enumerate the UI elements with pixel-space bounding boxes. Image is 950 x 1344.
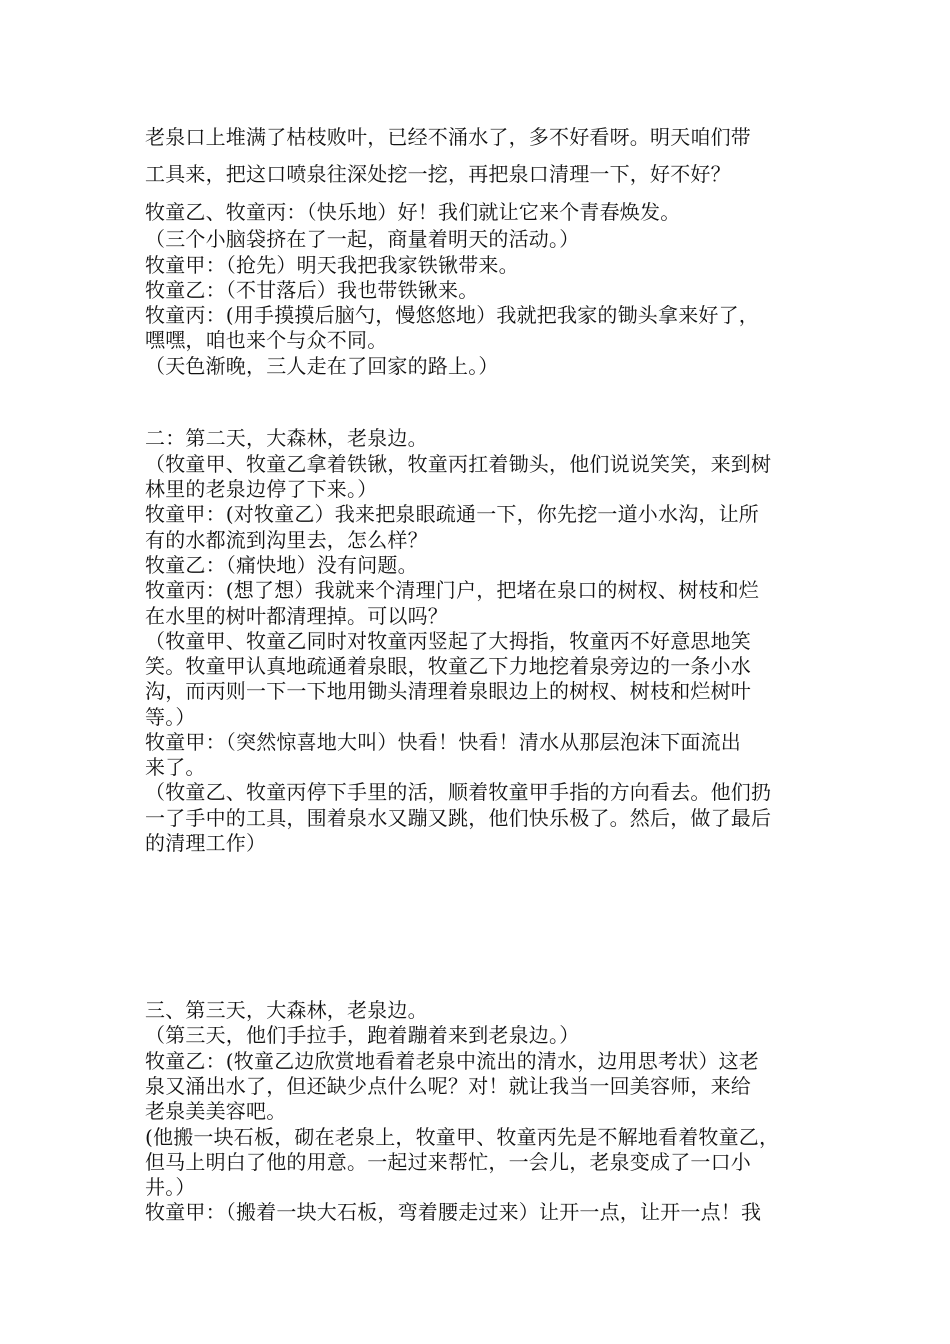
text-line: 牧童甲：（抢先）明天我把我家铁锹带来。	[145, 253, 519, 277]
text-line: 牧童甲：（搬着一块大石板，弯着腰走过来）让开一点，让开一点！我	[145, 1200, 762, 1224]
text-line: （第三天，他们手拉手，跑着蹦着来到老泉边。）	[145, 1023, 580, 1047]
text-line: 林里的老泉边停了下来。）	[145, 477, 378, 501]
text-line: 等。）	[145, 705, 196, 729]
text-line: （牧童乙、牧童丙停下手里的活，顺着牧童甲手指的方向看去。他们扔	[145, 780, 772, 804]
text-line: 牧童乙：（不甘落后）我也带铁锹来。	[145, 278, 479, 302]
text-line: 老泉口上堆满了枯枝败叶，已经不涌水了，多不好看呀。明天咱们带	[145, 125, 751, 149]
text-line: 泉又涌出水了，但还缺少点什么呢？对！就让我当一回美容师，来给	[145, 1074, 751, 1098]
text-line: 一了手中的工具，围着泉水又蹦又跳，他们快乐极了。然后，做了最后	[145, 806, 772, 830]
text-line: 来了。	[145, 755, 206, 779]
text-line: （牧童甲、牧童乙同时对牧童丙竖起了大拇指，牧童丙不好意思地笑	[145, 629, 751, 653]
text-line: （天色渐晚，三人走在了回家的路上。）	[145, 354, 499, 378]
text-line: 井。）	[145, 1175, 196, 1199]
text-line: 牧童丙：(用手摸摸后脑勺，慢悠悠地）我就把我家的锄头拿来好了，	[145, 303, 760, 327]
text-line: 牧童丙：(想了想）我就来个清理门户，把堵在泉口的树杈、树枝和烂	[145, 578, 760, 602]
text-line: 牧童甲：(对牧童乙）我来把泉眼疏通一下，你先挖一道小水沟，让所	[145, 502, 760, 526]
text-line: 牧童乙：（痛快地）没有问题。	[145, 553, 418, 577]
text-line: (他搬一块石板，砌在老泉上，牧童甲、牧童丙先是不解地看着牧童乙，	[145, 1125, 780, 1149]
text-line: （三个小脑袋挤在了一起，商量着明天的活动。）	[145, 227, 580, 251]
text-line: 在水里的树叶都清理掉。可以吗？	[145, 604, 448, 628]
text-line: 老泉美美容吧。	[145, 1099, 287, 1123]
text-line: （牧童甲、牧童乙拿着铁锹，牧童丙扛着锄头，他们说说笑笑，来到树	[145, 452, 772, 476]
section-heading: 三、第三天，大森林，老泉边。	[145, 998, 428, 1022]
text-line: 牧童乙：(牧童乙边欣赏地看着老泉中流出的清水，边用思考状）这老	[145, 1049, 760, 1073]
text-line: 嘿嘿，咱也来个与众不同。	[145, 328, 388, 352]
section-heading: 二：第二天，大森林，老泉边。	[145, 426, 428, 450]
text-line: 牧童甲：（突然惊喜地大叫）快看！快看！清水从那层泡沫下面流出	[145, 730, 741, 754]
text-line: 牧童乙、牧童丙：（快乐地）好！我们就让它来个青春焕发。	[145, 200, 681, 224]
text-line: 但马上明白了他的用意。一起过来帮忙，一会儿，老泉变成了一口小	[145, 1150, 751, 1174]
text-line: 有的水都流到沟里去，怎么样？	[145, 528, 428, 552]
text-line: 沟，而丙则一下一下地用锄头清理着泉眼边上的树杈、树枝和烂树叶	[145, 679, 751, 703]
text-line: 的清理工作）	[145, 831, 267, 855]
text-line: 工具来，把这口喷泉往深处挖一挖，再把泉口清理一下，好不好？	[145, 162, 731, 186]
text-line: 笑。牧童甲认真地疏通着泉眼，牧童乙下力地挖着泉旁边的一条小水	[145, 654, 751, 678]
